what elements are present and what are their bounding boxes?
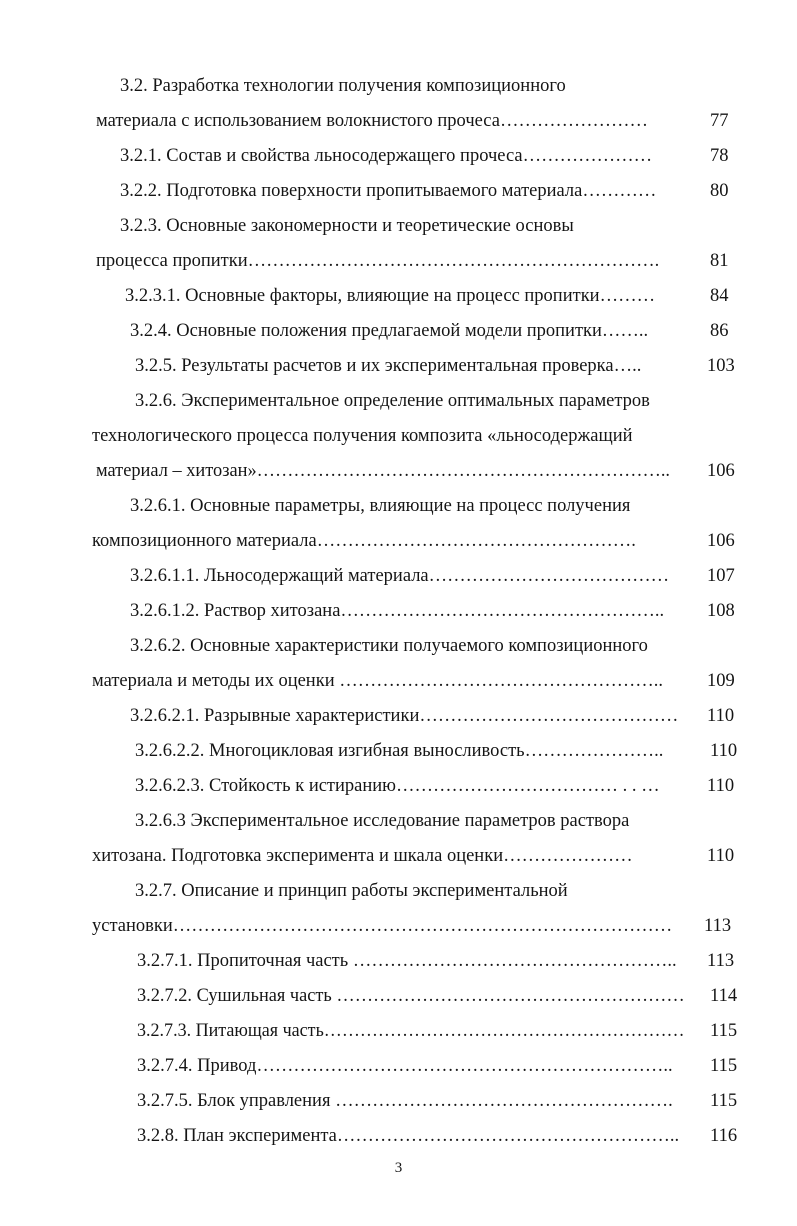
toc-page-number: 110 [707, 846, 735, 866]
toc-entry: 3.2.8. План эксперимента……………………………………………….. [137, 1126, 680, 1146]
toc-entry: материала и методы их оценки …………………………………………….. [92, 671, 663, 691]
toc-entry: 3.2.6. Экспериментальное определение оптимальных параметров [135, 391, 650, 411]
toc-entry: 3.2.7. Описание и принцип работы экспериментальной [135, 881, 568, 901]
toc-page-number: 80 [710, 181, 729, 201]
toc-page-number: 84 [710, 286, 729, 306]
toc-entry: 3.2.6.1.1. Льносодержащий материала………………………………… [130, 566, 670, 586]
toc-page-number: 107 [707, 566, 735, 586]
toc-entry: 3.2.3.1. Основные факторы, влияющие на процесс пропитки……… [125, 286, 656, 306]
toc-entry: 3.2.6.2.2. Многоцикловая изгибная выносливость………………….. [135, 741, 664, 761]
toc-entry: 3.2.2. Подготовка поверхности пропитываемого материала………… [120, 181, 657, 201]
toc-page-number: 78 [710, 146, 729, 166]
toc-entry: 3.2.1. Состав и свойства льносодержащего прочеса………………… [120, 146, 653, 166]
toc-page-number: 103 [707, 356, 735, 376]
toc-entry: 3.2.7.2. Сушильная часть ………………………………………………… [137, 986, 685, 1006]
toc-page-number: 106 [707, 531, 735, 551]
toc-page-number: 113 [704, 916, 732, 936]
toc-entry: 3.2.7.3. Питающая часть…………………………………………………… [137, 1021, 685, 1041]
toc-entry: 3.2.6.1. Основные параметры, влияющие на процесс получения [130, 496, 631, 516]
toc-entry: 3.2.5. Результаты расчетов и их экспериментальная проверка….. [135, 356, 642, 376]
toc-page-number: 109 [707, 671, 735, 691]
toc-page-number: 116 [710, 1126, 738, 1146]
toc-entry: 3.2. Разработка технологии получения композиционного [120, 76, 566, 96]
toc-page-number: 77 [710, 111, 729, 131]
toc-page-number: 115 [710, 1091, 738, 1111]
toc-entry: установки……………………………………………………………………… [92, 916, 673, 936]
toc-entry: 3.2.7.4. Привод………………………………………………………….. [137, 1056, 673, 1076]
toc-entry: 3.2.6.2.3. Стойкость к истиранию……………………………… . . … [135, 776, 660, 796]
toc-entry: 3.2.3. Основные закономерности и теоретические основы [120, 216, 574, 236]
toc-entry: 3.2.4. Основные положения предлагаемой модели пропитки…….. [130, 321, 649, 341]
toc-entry: 3.2.6.3 Экспериментальное исследование параметров раствора [135, 811, 630, 831]
toc-entry: композиционного материала……………………………………………. [92, 531, 636, 551]
page-number: 3 [394, 1160, 403, 1176]
toc-entry: 3.2.6.2. Основные характеристики получаемого композиционного [130, 636, 648, 656]
toc-page-number: 110 [707, 776, 735, 796]
toc-entry: 3.2.7.5. Блок управления ………………………………………………. [137, 1091, 673, 1111]
toc-page-number: 110 [710, 741, 738, 761]
toc-page-number: 110 [707, 706, 735, 726]
toc-page-number: 115 [710, 1021, 738, 1041]
toc-entry: процесса пропитки…………………………………………………………. [96, 251, 660, 271]
toc-page-number: 106 [707, 461, 735, 481]
toc-entry: 3.2.6.2.1. Разрывные характеристики…………………………………… [130, 706, 679, 726]
toc-page-number: 86 [710, 321, 729, 341]
toc-page-number: 115 [710, 1056, 738, 1076]
toc-page-number: 113 [707, 951, 735, 971]
toc-entry: технологического процесса получения композита «льносодержащий [92, 426, 633, 446]
toc-page-number: 114 [710, 986, 738, 1006]
toc-entry: хитозана. Подготовка эксперимента и шкала оценки………………… [92, 846, 633, 866]
toc-entry: материал – хитозан»………………………………………………………….. [96, 461, 670, 481]
toc-page-number: 81 [710, 251, 729, 271]
toc-entry: 3.2.7.1. Пропиточная часть …………………………………………….. [137, 951, 677, 971]
toc-entry: материала с использованием волокнистого прочеса…………………… [96, 111, 648, 131]
toc-entry: 3.2.6.1.2. Раствор хитозана…………………………………………….. [130, 601, 665, 621]
toc-page-number: 108 [707, 601, 735, 621]
